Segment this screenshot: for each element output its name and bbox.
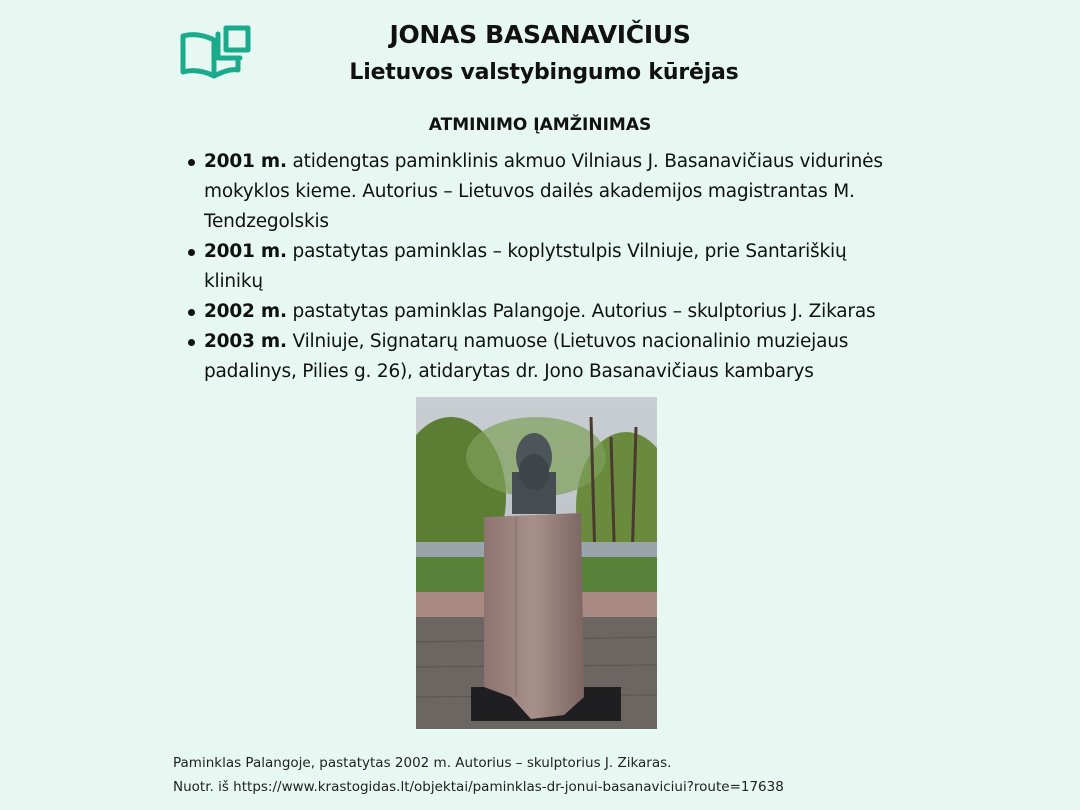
list-item bbox=[185, 147, 905, 237]
item-text: Vilniuje, Signatarų namuose (Lietuvos nacionalinio muziejaus padalinys, Pilies g. 26), atidarytas dr. Jono Basanavičiaus kambarys bbox=[204, 331, 849, 382]
photo-caption bbox=[173, 751, 933, 799]
item-year: 2001 m. bbox=[204, 151, 287, 172]
page-title: JONAS BASANAVIČIUS bbox=[389, 20, 691, 49]
memorial-list bbox=[185, 147, 905, 387]
section-heading: ATMINIMO ĮAMŽINIMAS bbox=[428, 115, 652, 135]
list-item bbox=[185, 237, 905, 297]
item-year: 2003 m. bbox=[204, 331, 287, 352]
item-text: atidengtas paminklinis akmuo Vilniaus J. Basanavičiaus vidurinės mokyklos kieme. Autorius – Lietuvos dailės akademijos magistrantas M. Tendzegolskis bbox=[204, 151, 883, 232]
item-text: pastatytas paminklas Palangoje. Autorius – skulptorius J. Zikaras bbox=[286, 301, 876, 322]
item-year: 2001 m. bbox=[204, 241, 287, 262]
item-text: pastatytas paminklas – koplytstulpis Vilniuje, prie Santariškių klinikų bbox=[204, 241, 847, 292]
page-subtitle: Lietuvos valstybingumo kūrėjas bbox=[349, 60, 739, 85]
list-item bbox=[185, 327, 905, 387]
caption-line: Paminklas Palangoje, pastatytas 2002 m. Autorius – skulptorius J. Zikaras. bbox=[173, 755, 672, 771]
list-item bbox=[185, 297, 905, 327]
monument-photo bbox=[416, 397, 657, 729]
item-year: 2002 m. bbox=[204, 301, 287, 322]
caption-source: Nuotr. iš https://www.krastogidas.lt/objektai/paminklas-dr-jonui-basanaviciui?route=17638 bbox=[173, 779, 784, 795]
